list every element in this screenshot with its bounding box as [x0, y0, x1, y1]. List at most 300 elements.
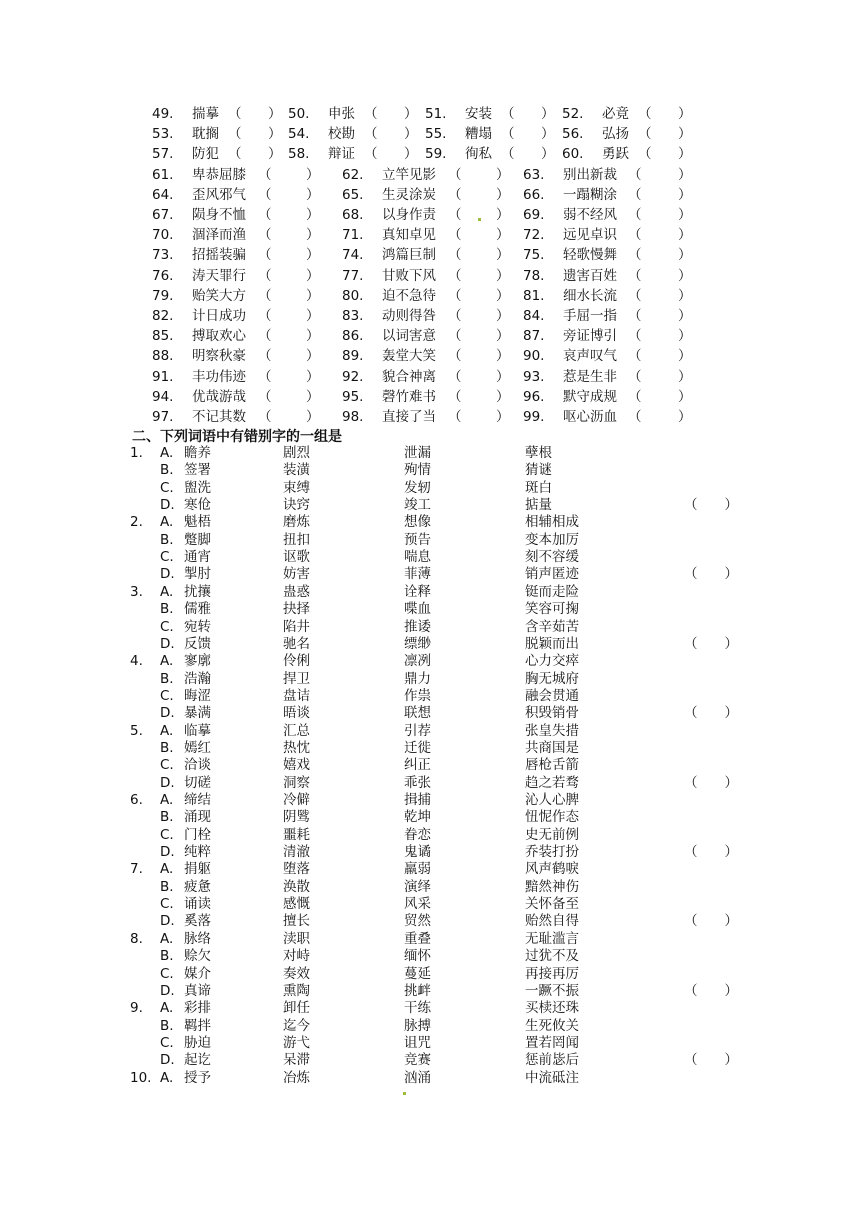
answer-blank: （ ） — [684, 705, 738, 722]
item-number: 61. — [152, 166, 174, 183]
item-number: 95. — [342, 388, 364, 405]
option-row — [0, 774, 860, 792]
option-word: 推诿 — [404, 618, 431, 635]
item-word: 计日成功 — [192, 308, 246, 324]
item-number: 54. — [288, 126, 310, 143]
paren-close: ） — [306, 207, 320, 223]
option-word: 讴歌 — [283, 549, 310, 566]
paren-close: ） — [678, 247, 692, 264]
option-letter: B. — [160, 878, 174, 895]
paren-close: ） — [306, 166, 320, 183]
option-row — [0, 583, 860, 601]
item-word: 耽搁 — [192, 126, 219, 143]
option-word: 趋之若骛 — [525, 774, 579, 791]
option-letter: D. — [160, 497, 175, 514]
option-word: 销声匿迹 — [525, 566, 579, 583]
option-word: 史无前例 — [525, 826, 579, 843]
option-row — [0, 565, 860, 583]
option-letter: D. — [160, 1052, 175, 1069]
item-number: 51. — [425, 106, 447, 122]
paren-close: ） — [678, 146, 692, 163]
paren-close: ） — [678, 207, 692, 223]
option-word: 干练 — [404, 1000, 431, 1017]
option-row — [0, 860, 860, 878]
paren-open: （ — [638, 146, 652, 163]
item-word: 歪风邪气 — [192, 186, 246, 203]
option-word: 诅咒 — [404, 1034, 431, 1051]
paren-close: ） — [678, 368, 692, 385]
option-word: 伶俐 — [283, 653, 310, 670]
option-letter: D. — [160, 566, 175, 583]
option-row — [0, 878, 860, 896]
paren-open: （ — [628, 388, 642, 405]
item-word: 不记其数 — [192, 409, 246, 425]
option-word: 擅长 — [283, 913, 310, 930]
question-number: 9. — [130, 1000, 143, 1017]
paren-open: （ — [628, 207, 642, 223]
paren-open: （ — [448, 348, 462, 365]
option-word: 贻然自得 — [525, 913, 579, 930]
option-letter: B. — [160, 670, 174, 687]
item-number: 68. — [342, 207, 364, 223]
item-row — [0, 165, 860, 185]
option-word: 涌现 — [184, 809, 211, 826]
option-letter: C. — [160, 896, 174, 913]
option-letter: B. — [160, 948, 174, 965]
option-word: 媒介 — [184, 965, 211, 982]
item-word: 揣摹 — [192, 106, 219, 122]
option-word: 阴骘 — [283, 809, 310, 826]
option-word: 关怀备至 — [525, 896, 579, 913]
option-word: 殉情 — [404, 462, 431, 479]
paren-open: （ — [228, 106, 242, 122]
paren-open: （ — [448, 207, 462, 223]
item-word: 细水长流 — [563, 287, 617, 304]
item-row — [0, 286, 860, 306]
paren-close: ） — [496, 287, 510, 304]
option-word: 捍卫 — [283, 670, 310, 687]
item-word: 惹是生非 — [563, 368, 617, 385]
option-word: 洞察 — [283, 774, 310, 791]
item-number: 96. — [523, 388, 545, 405]
option-word: 作祟 — [404, 687, 431, 704]
item-row — [0, 387, 860, 407]
item-row — [0, 245, 860, 265]
option-word: 宛转 — [184, 618, 211, 635]
item-row — [0, 104, 860, 124]
item-word: 手屈一指 — [563, 308, 617, 324]
paren-close: ） — [306, 328, 320, 345]
paren-close: ） — [306, 409, 320, 425]
paren-open: （ — [258, 207, 272, 223]
item-word: 涸泽而渔 — [192, 227, 246, 244]
option-row — [0, 999, 860, 1017]
item-word: 弱不经风 — [563, 207, 617, 223]
option-word: 磨炼 — [283, 514, 310, 531]
paren-open: （ — [258, 186, 272, 203]
option-letter: C. — [160, 549, 174, 566]
option-word: 相辅相成 — [525, 514, 579, 531]
answer-blank: （ ） — [684, 1052, 738, 1069]
option-letter: D. — [160, 635, 175, 652]
paren-open: （ — [258, 287, 272, 304]
paren-close: ） — [268, 126, 282, 143]
option-word: 变本加厉 — [525, 531, 579, 548]
green-mark — [403, 1092, 406, 1095]
item-word: 徇私 — [465, 146, 492, 163]
question-number: 6. — [130, 792, 143, 808]
paren-close: ） — [496, 267, 510, 284]
option-word: 赊欠 — [184, 948, 211, 965]
item-number: 99. — [523, 409, 545, 425]
option-word: 风声鹤唳 — [525, 861, 579, 878]
item-word: 明察秋豪 — [192, 348, 246, 365]
item-row — [0, 326, 860, 346]
item-number: 58. — [288, 146, 310, 163]
section-heading: 二、下列词语中有错别字的一组是 — [132, 429, 342, 445]
option-word: 游弋 — [283, 1034, 310, 1051]
item-number: 67. — [152, 207, 174, 223]
item-row — [0, 185, 860, 205]
paren-close: ） — [678, 308, 692, 324]
paren-open: （ — [258, 308, 272, 324]
item-number: 63. — [523, 166, 545, 183]
item-number: 86. — [342, 328, 364, 345]
item-word: 呕心沥血 — [563, 409, 617, 425]
item-word: 迫不急待 — [382, 287, 436, 304]
item-number: 57. — [152, 146, 174, 163]
option-row — [0, 1017, 860, 1035]
option-word: 瞻养 — [184, 445, 211, 461]
item-number: 70. — [152, 227, 174, 244]
option-letter: B. — [160, 462, 174, 479]
option-word: 菲薄 — [404, 566, 431, 583]
item-number: 79. — [152, 287, 174, 304]
item-word: 真知卓见 — [382, 227, 436, 244]
option-word: 临摹 — [184, 722, 211, 739]
option-word: 反馈 — [184, 635, 211, 652]
option-word: 演绎 — [404, 878, 431, 895]
item-word: 涛天罪行 — [192, 267, 246, 284]
item-word: 轻歌慢舞 — [563, 247, 617, 264]
item-number: 88. — [152, 348, 174, 365]
paren-close: ） — [496, 409, 510, 425]
question-number: 7. — [130, 861, 143, 878]
option-word: 嫣红 — [184, 739, 211, 756]
item-word: 动则得咎 — [382, 308, 436, 324]
paren-close: ） — [496, 308, 510, 324]
option-word: 奚落 — [184, 913, 211, 930]
item-word: 弘扬 — [602, 126, 629, 143]
option-word: 汇总 — [283, 722, 310, 739]
paren-open: （ — [638, 106, 652, 122]
option-word: 乾坤 — [404, 809, 431, 826]
paren-close: ） — [404, 126, 418, 143]
item-number: 69. — [523, 207, 545, 223]
option-word: 孽根 — [525, 445, 552, 461]
paren-open: （ — [258, 409, 272, 425]
paren-close: ） — [678, 166, 692, 183]
paren-close: ） — [496, 368, 510, 385]
paren-close: ） — [678, 227, 692, 244]
paren-open: （ — [448, 308, 462, 324]
option-row — [0, 670, 860, 688]
option-word: 贸然 — [404, 913, 431, 930]
option-word: 蛊惑 — [283, 583, 310, 600]
option-word: 预告 — [404, 531, 431, 548]
item-word: 申张 — [328, 106, 355, 122]
item-word: 招摇装骗 — [192, 247, 246, 264]
paren-close: ） — [496, 186, 510, 203]
option-word: 张皇失措 — [525, 722, 579, 739]
paren-close: ） — [404, 106, 418, 122]
option-row — [0, 600, 860, 618]
paren-close: ） — [496, 227, 510, 244]
option-word: 斑白 — [525, 479, 552, 496]
option-word: 剧烈 — [283, 445, 310, 461]
option-word: 鼎力 — [404, 670, 431, 687]
option-row — [0, 444, 860, 462]
item-number: 84. — [523, 308, 545, 324]
option-word: 唇枪舌箭 — [525, 757, 579, 774]
option-word: 通宵 — [184, 549, 211, 566]
item-word: 立竿见影 — [382, 166, 436, 183]
answer-blank: （ ） — [684, 497, 738, 514]
item-number: 72. — [523, 227, 545, 244]
answer-blank: （ ） — [684, 566, 738, 583]
answer-blank: （ ） — [684, 844, 738, 861]
option-word: 乔装打扮 — [525, 844, 579, 861]
question-number: 1. — [130, 445, 143, 461]
item-number: 80. — [342, 287, 364, 304]
paren-close: ） — [306, 247, 320, 264]
option-row — [0, 982, 860, 1000]
option-word: 扭扣 — [283, 531, 310, 548]
item-number: 62. — [342, 166, 364, 183]
item-row — [0, 407, 860, 427]
item-word: 以词害意 — [382, 328, 436, 345]
option-row — [0, 479, 860, 497]
item-word: 必竟 — [602, 106, 629, 122]
question-number: 3. — [130, 583, 143, 600]
paren-open: （ — [628, 166, 642, 183]
paren-open: （ — [628, 186, 642, 203]
paren-close: ） — [404, 146, 418, 163]
paren-open: （ — [638, 126, 652, 143]
item-word: 辩证 — [328, 146, 355, 163]
item-number: 56. — [562, 126, 584, 143]
option-word: 脱颖而出 — [525, 635, 579, 652]
option-word: 对峙 — [283, 948, 310, 965]
option-word: 寥廓 — [184, 653, 211, 670]
item-word: 丰功伟迹 — [192, 368, 246, 385]
option-row — [0, 930, 860, 948]
option-letter: D. — [160, 982, 175, 999]
paren-close: ） — [678, 348, 692, 365]
option-word: 热忱 — [283, 739, 310, 756]
answer-blank: （ ） — [684, 774, 738, 791]
option-row — [0, 1069, 860, 1087]
item-word: 貌合神离 — [382, 368, 436, 385]
item-number: 94. — [152, 388, 174, 405]
option-word: 忸怩作态 — [525, 809, 579, 826]
option-word: 疲惫 — [184, 878, 211, 895]
option-word: 迁徙 — [404, 739, 431, 756]
option-letter: A. — [160, 583, 174, 600]
option-word: 暴满 — [184, 705, 211, 722]
option-row — [0, 461, 860, 479]
paren-close: ） — [541, 126, 555, 143]
item-word: 默守成规 — [563, 388, 617, 405]
option-word: 心力交瘁 — [525, 653, 579, 670]
paren-open: （ — [628, 348, 642, 365]
option-letter: A. — [160, 1000, 174, 1017]
option-word: 刻不容缓 — [525, 549, 579, 566]
option-word: 纯粹 — [184, 844, 211, 861]
item-number: 76. — [152, 267, 174, 284]
option-word: 门栓 — [184, 826, 211, 843]
paren-open: （ — [628, 328, 642, 345]
item-word: 磬竹难书 — [382, 388, 436, 405]
option-word: 抉择 — [283, 601, 310, 618]
option-word: 眷恋 — [404, 826, 431, 843]
paren-open: （ — [258, 368, 272, 385]
item-word: 校勘 — [328, 126, 355, 143]
option-word: 授予 — [184, 1069, 211, 1086]
option-word: 奏效 — [283, 965, 310, 982]
option-row — [0, 652, 860, 670]
paren-close: ） — [496, 247, 510, 264]
option-word: 喘息 — [404, 549, 431, 566]
paren-close: ） — [678, 186, 692, 203]
option-word: 掂量 — [525, 497, 552, 514]
option-word: 渎职 — [283, 930, 310, 947]
option-row — [0, 826, 860, 844]
option-letter: A. — [160, 445, 174, 461]
option-word: 缔结 — [184, 792, 211, 808]
option-letter: A. — [160, 1069, 174, 1086]
paren-close: ） — [306, 287, 320, 304]
option-letter: B. — [160, 809, 174, 826]
option-word: 胁迫 — [184, 1034, 211, 1051]
paren-open: （ — [258, 247, 272, 264]
option-word: 晤谈 — [283, 705, 310, 722]
option-row — [0, 791, 860, 809]
item-number: 71. — [342, 227, 364, 244]
option-word: 装潢 — [283, 462, 310, 479]
option-word: 魁梧 — [184, 514, 211, 531]
item-word: 一蹋糊涂 — [563, 186, 617, 203]
option-word: 感慨 — [283, 896, 310, 913]
paren-open: （ — [448, 227, 462, 244]
item-number: 75. — [523, 247, 545, 264]
option-word: 脉络 — [184, 930, 211, 947]
item-word: 甘败下风 — [382, 267, 436, 284]
option-word: 冶炼 — [283, 1069, 310, 1086]
item-word: 轰堂大笑 — [382, 348, 436, 365]
option-word: 乖张 — [404, 774, 431, 791]
option-word: 揖捕 — [404, 792, 431, 808]
option-word: 过犹不及 — [525, 948, 579, 965]
option-row — [0, 947, 860, 965]
option-word: 盥洗 — [184, 479, 211, 496]
paren-close: ） — [268, 146, 282, 163]
item-number: 77. — [342, 267, 364, 284]
option-row — [0, 1034, 860, 1052]
option-word: 掣肘 — [184, 566, 211, 583]
paren-open: （ — [501, 106, 515, 122]
option-word: 置若罔闻 — [525, 1034, 579, 1051]
option-word: 迄今 — [283, 1017, 310, 1034]
option-word: 沁人心脾 — [525, 792, 579, 808]
paren-close: ） — [496, 207, 510, 223]
paren-open: （ — [448, 328, 462, 345]
paren-open: （ — [228, 146, 242, 163]
option-letter: B. — [160, 1017, 174, 1034]
paren-open: （ — [364, 106, 378, 122]
option-word: 竞赛 — [404, 1052, 431, 1069]
option-word: 鬼谲 — [404, 844, 431, 861]
question-number: 8. — [130, 930, 143, 947]
item-number: 97. — [152, 409, 174, 425]
item-row — [0, 124, 860, 144]
option-word: 呆滞 — [283, 1052, 310, 1069]
paren-open: （ — [448, 287, 462, 304]
item-row — [0, 144, 860, 164]
paren-open: （ — [628, 287, 642, 304]
paren-close: ） — [496, 388, 510, 405]
option-word: 诵读 — [184, 896, 211, 913]
option-word: 无耻滥言 — [525, 930, 579, 947]
option-letter: D. — [160, 913, 175, 930]
option-word: 纠正 — [404, 757, 431, 774]
option-word: 喋血 — [404, 601, 431, 618]
item-number: 98. — [342, 409, 364, 425]
option-word: 蹩脚 — [184, 531, 211, 548]
item-row — [0, 266, 860, 286]
option-letter: C. — [160, 618, 174, 635]
paren-open: （ — [448, 247, 462, 264]
question-number: 2. — [130, 514, 143, 531]
option-letter: B. — [160, 531, 174, 548]
option-word: 嬉戏 — [283, 757, 310, 774]
item-word: 旁证博引 — [563, 328, 617, 345]
option-letter: D. — [160, 774, 175, 791]
option-word: 发轫 — [404, 479, 431, 496]
option-letter: C. — [160, 826, 174, 843]
option-row — [0, 808, 860, 826]
paren-close: ） — [306, 348, 320, 365]
option-letter: B. — [160, 601, 174, 618]
option-word: 寒伧 — [184, 497, 211, 514]
item-number: 73. — [152, 247, 174, 264]
option-row — [0, 722, 860, 740]
option-word: 妨害 — [283, 566, 310, 583]
option-letter: C. — [160, 1034, 174, 1051]
paren-open: （ — [628, 227, 642, 244]
option-word: 涣散 — [283, 878, 310, 895]
option-word: 蔓延 — [404, 965, 431, 982]
option-letter: D. — [160, 705, 175, 722]
option-word: 羸弱 — [404, 861, 431, 878]
item-number: 60. — [562, 146, 584, 163]
paren-close: ） — [268, 106, 282, 122]
item-row — [0, 205, 860, 225]
item-number: 49. — [152, 106, 174, 122]
item-row — [0, 367, 860, 387]
item-number: 52. — [562, 106, 584, 122]
paren-close: ） — [306, 186, 320, 203]
